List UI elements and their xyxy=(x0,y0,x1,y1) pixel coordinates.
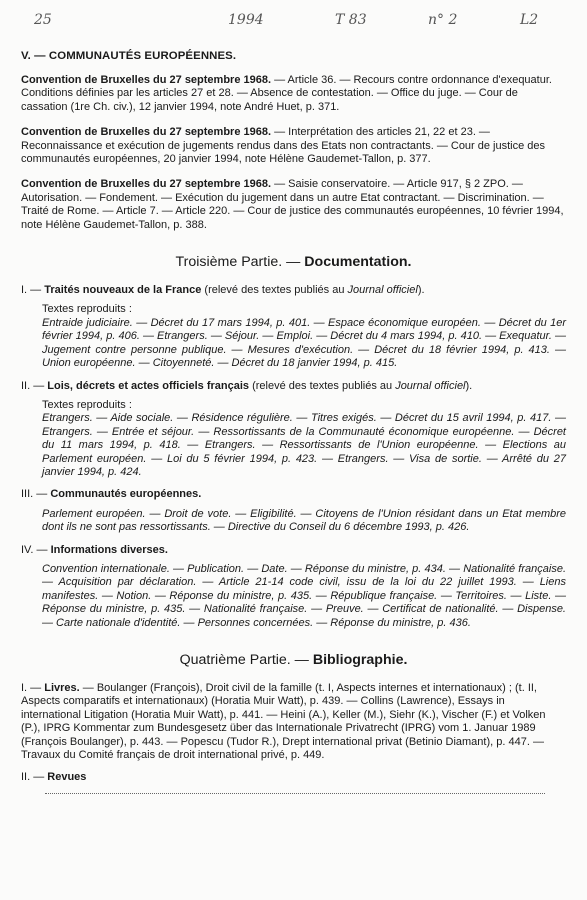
case-text: — Interprétation des articles 21, 22 et 23. — Reconnaissance et exécution de jugements rendus dans des Etats non contractants. — Cour de justice des communautés européennes, 20 janvier 1994, note Hélène Gaudemet-Tallon, p. 377. xyxy=(21,126,546,166)
item-number: II. — xyxy=(21,771,48,784)
case-text: — Saisie conservatoire. — Article 917, § 2 ZPO. — Autorisation. — Fondement. — Exécution du jugement dans un autre Etat contractant. — Discrimination. — Traité de Rome. — Article 7. — Article 220. — Cour de justice des communautés européennes, 10 février 1994, note Hélène Gaudemet-Tallon, p. 388. xyxy=(21,178,564,231)
item-title: Traités nouveaux de la France xyxy=(44,284,202,297)
item-text: Entraide judiciaire. — Décret du 17 mars 1994, p. 401. — Espace économique européen. — Décret du 1er février 1994, p. 406. — Etrangers. — Séjour. — Emploi. — Décret du 4 mars 1994, p. 410. — Exequatur. — Jugement contre personne publique. — Mesures d'exécution. — Décret du 18 février 1994, p. 413. — Union européenne. — Citoyenneté. — Décret du 18 janvier 1994, p. 415. xyxy=(42,316,566,370)
dotted-leader xyxy=(45,789,545,794)
part-title: Bibliographie. xyxy=(312,652,408,668)
item-note-end: ). xyxy=(417,284,425,297)
item-subheading: Textes reproduits : xyxy=(42,303,132,316)
case-entry xyxy=(21,126,566,166)
case-lead: Convention de Bruxelles du 27 septembre 1968. xyxy=(21,178,272,191)
doc-item-communautes xyxy=(21,488,566,534)
item-title: Informations diverses. xyxy=(50,543,168,556)
item-note: (relevé des textes publiés au xyxy=(201,284,348,297)
handwritten-year: 1994 xyxy=(228,12,264,28)
handwritten-code: L2 xyxy=(520,12,539,28)
item-title: Communautés européennes. xyxy=(50,488,202,501)
part-prefix: Quatrième Partie. — xyxy=(179,652,313,668)
document-page xyxy=(21,50,566,803)
item-number: III. — xyxy=(21,488,51,501)
item-note-journal: Journal officiel xyxy=(395,379,466,392)
item-note-journal: Journal officiel xyxy=(347,284,418,297)
part-title: Documentation. xyxy=(304,254,412,271)
part-prefix: Troisième Partie. — xyxy=(175,254,305,271)
item-number: I. — xyxy=(21,682,45,694)
handwritten-number-1: 25 xyxy=(34,12,52,28)
item-note-end: ). xyxy=(465,379,473,392)
section-title-communautes: V. — COMMUNAUTÉS EUROPÉENNES. xyxy=(21,50,237,62)
item-text: Parlement européen. — Droit de vote. — Eligibilité. — Citoyens de l'Union résidant dans un Etat membre dont ils ne sont pas ressortissants. — Directive du Conseil du 6 décembre 1993, p. 426. xyxy=(42,507,566,534)
item-subheading: Textes reproduits : xyxy=(42,398,132,411)
part-heading-bibliographie xyxy=(21,652,566,668)
case-lead: Convention de Bruxelles du 27 septembre 1968. xyxy=(21,74,272,86)
handwritten-volume: T 83 xyxy=(335,12,367,28)
case-lead: Convention de Bruxelles du 27 septembre 1968. xyxy=(21,126,272,139)
doc-item-lois xyxy=(21,380,566,480)
item-title: Revues xyxy=(47,771,87,784)
biblio-item-revues xyxy=(21,771,566,793)
item-number: IV. — xyxy=(21,543,51,556)
doc-item-traites xyxy=(21,284,566,370)
item-title: Livres. xyxy=(44,682,80,694)
case-entry xyxy=(21,74,566,114)
doc-item-informations xyxy=(21,544,566,630)
item-number: II. — xyxy=(21,379,48,392)
case-text: — Article 36. — Recours contre ordonnance d'exequatur. Conditions définies par les articles 27 et 28. — Absence de contestation. — Office du juge. — Cour de cassation (1re Ch. civ.), 12 janvier 1994, note André Huet, p. 371. xyxy=(21,74,552,113)
item-text: Etrangers. — Aide sociale. — Résidence régulière. — Titres exigés. — Décret du 15 avril 1994, p. 417. — Etrangers. — Entrée et séjour. — Ressortissants de la Communauté économique européenne. — Décret du 11 mars 1994, p. 418. — Etrangers. — Ressortissants de l'Union européenne. — Elections au Parlement européen. — Loi du 5 février 1994, p. 423. — Etrangers. — Visa de sortie. — Arrêté du 27 janvier 1994, p. 424. xyxy=(42,412,566,478)
part-heading-documentation xyxy=(21,254,566,270)
handwritten-issue: n° 2 xyxy=(428,12,458,28)
item-number: I. — xyxy=(21,284,45,297)
item-text: — Boulanger (François), Droit civil de la famille (t. I, Aspects internes et internationaux) ; (t. II, Aspects comparatifs et internationaux) (Horatia Muir Watt), p. 439. — Collins (Lawrence), Essays in international Litigation (Horatia Muir Watt), p. 441. — Heini (A.), Keller (M.), Siehr (K.), Vischer (F.) et Volken (P.), IPRG Kommentar zum Bundesgesetz über das Internationale Privatrecht (IPRG) vom 1. Januar 1989 (François Boulanger), p. 443. — Popescu (Tudor R.), Drept international privat (Betinio Diamant), p. 447. — Travaux du Comité français de droit international privé, p. 449. xyxy=(21,682,546,762)
item-title: Lois, décrets et actes officiels français xyxy=(47,379,250,392)
case-entry xyxy=(21,178,566,232)
biblio-item-livres xyxy=(21,682,566,762)
item-text: Convention internationale. — Publication. — Date. — Réponse du ministre, p. 434. — Nationalité française. — Acquisition par déclaration. — Article 21-14 code civil, issu de la loi du 22 juillet 1993. — Liens manifestes. — Notion. — Réponse du ministre, p. 435. — République française. — Territoires. — Liste. — Réponse du ministre, p. 435. — Nationalité française. — Preuve. — Certificat de nationalité. — Dispense. — Carte nationale d'identité. — Personnes concernées. — Réponse du ministre, p. 436. xyxy=(42,562,566,629)
item-note: (relevé des textes publiés au xyxy=(249,379,396,392)
